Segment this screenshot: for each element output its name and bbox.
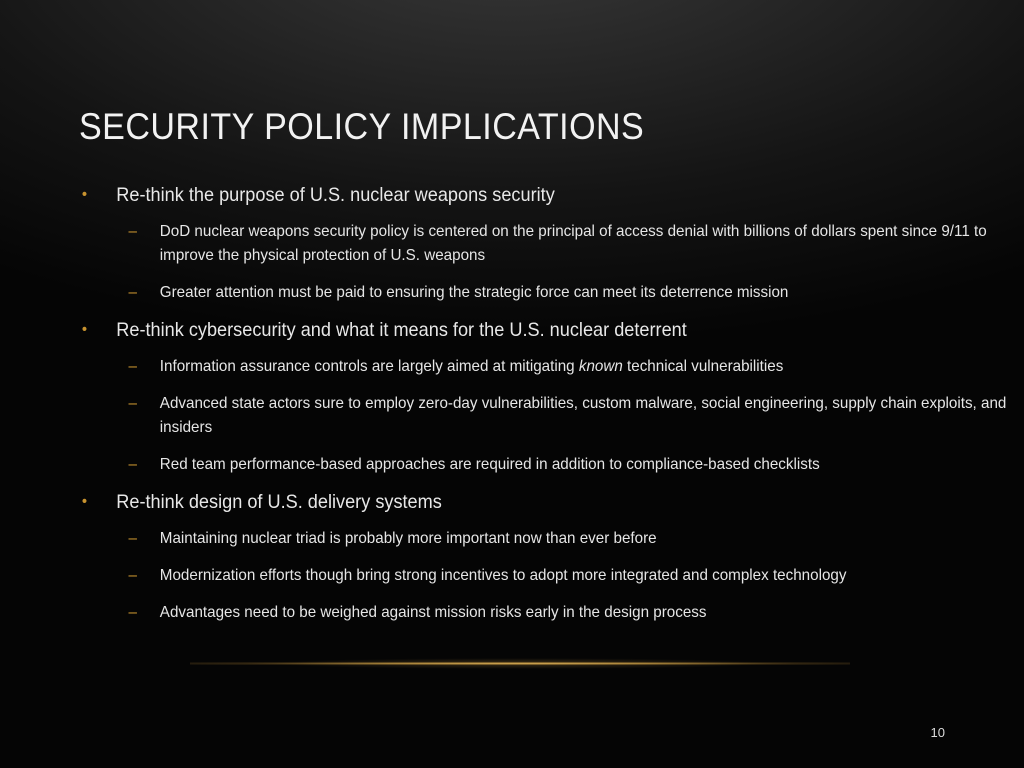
bullet-text: Re-think cybersecurity and what it means for the U.S. nuclear deterrent: [116, 319, 687, 341]
dash-icon: –: [128, 530, 137, 547]
sub-bullet-item: [80, 453, 1015, 477]
sub-bullet-item: [80, 564, 1015, 588]
bullet-text: Re-think the purpose of U.S. nuclear weapons security: [116, 184, 555, 206]
sub-bullet-item: [80, 392, 1015, 440]
sub-bullet-item: [80, 601, 1015, 625]
sub-bullet-item: [80, 281, 1015, 305]
sub-bullet-text: Advantages need to be weighed against mission risks early in the design process: [159, 604, 707, 621]
sub-bullet-text-end: technical vulnerabilities: [622, 358, 784, 375]
dash-icon: –: [128, 395, 137, 412]
sub-bullet-text: DoD nuclear weapons security policy is centered on the principal of access denial with billions of dollars spent since 9/11 to improve the physical protection of U.S. weapons: [159, 223, 987, 264]
sub-bullet-text-start: Information assurance controls are largely aimed at mitigating: [159, 358, 579, 375]
sub-bullet-text: Greater attention must be paid to ensuring the strategic force can meet its deterrence mission: [159, 284, 789, 301]
dash-icon: –: [128, 223, 137, 240]
bullet-list: [80, 183, 1007, 638]
divider-glow-line: [190, 662, 850, 665]
dash-icon: –: [128, 567, 137, 584]
dash-icon: –: [128, 604, 137, 621]
dash-icon: –: [128, 358, 137, 375]
slide-title: SECURITY POLICY IMPLICATIONS: [79, 106, 645, 147]
sub-bullet-item: [80, 220, 1015, 268]
bullet-item: [80, 183, 898, 207]
sub-bullet-text-emphasis: known: [578, 358, 623, 375]
bullet-item: [80, 318, 898, 342]
page-number: 10: [930, 725, 945, 740]
sub-bullet-text: Maintaining nuclear triad is probably more important now than ever before: [159, 530, 657, 547]
bullet-item: [80, 490, 898, 514]
sub-bullet-text: Advanced state actors sure to employ zero-day vulnerabilities, custom malware, social engineering, supply chain exploits, and insiders: [159, 395, 1007, 436]
sub-bullet-item: [80, 527, 1015, 551]
sub-bullet-text: Modernization efforts though bring strong incentives to adopt more integrated and complex technology: [159, 567, 847, 584]
dash-icon: –: [128, 456, 137, 473]
bullet-icon: •: [81, 493, 88, 510]
bullet-text: Re-think design of U.S. delivery systems: [116, 491, 442, 513]
dash-icon: –: [128, 284, 137, 301]
sub-bullet-text: Red team performance-based approaches are required in addition to compliance-based checklists: [159, 456, 820, 473]
sub-bullet-item: [80, 355, 1015, 379]
bullet-icon: •: [81, 186, 88, 203]
bullet-icon: •: [81, 321, 88, 338]
